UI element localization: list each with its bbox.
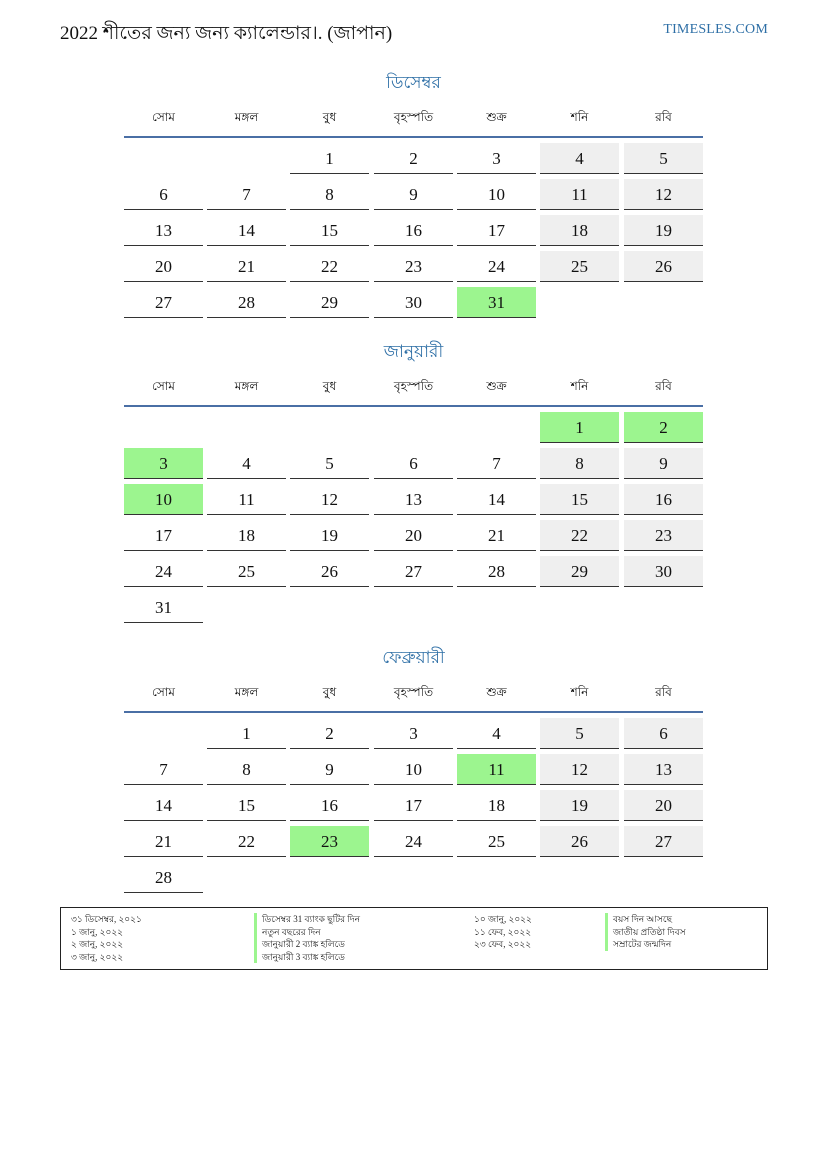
legend-entry: জাতীয় প্রতিষ্ঠা দিবস: [605, 926, 686, 939]
day-cell: 24: [374, 826, 453, 857]
day-cell: 22: [207, 826, 286, 857]
day-cell: 27: [624, 826, 703, 857]
day-cell: 12: [624, 179, 703, 210]
weekday-label: মঙ্গল: [234, 685, 259, 699]
day-cell: 5: [290, 448, 369, 479]
day-cell: 16: [290, 790, 369, 821]
holiday-day-cell: 2: [624, 412, 703, 443]
holiday-day-cell: 11: [457, 754, 536, 785]
day-cell: 1: [290, 143, 369, 174]
weekday-label: শুক্র: [486, 379, 507, 393]
legend-entry: ৩ জানু, ২০২২: [71, 951, 124, 962]
site-link[interactable]: TIMESLES.COM: [663, 22, 768, 37]
day-cell: 19: [540, 790, 619, 821]
day-cell: 20: [124, 251, 203, 282]
weekday-label: মঙ্গল: [234, 379, 259, 393]
day-cell: 10: [457, 179, 536, 210]
day-cell: 25: [540, 251, 619, 282]
month-title: জানুয়ারী: [383, 342, 444, 361]
weekday-header: [124, 378, 703, 398]
weekday-label: বুধ: [322, 110, 337, 124]
day-cell: 8: [207, 754, 286, 785]
day-cell: 26: [290, 556, 369, 587]
legend-entry: ২ জানু, ২০২২: [71, 939, 124, 949]
day-cell: 12: [290, 484, 369, 515]
weekday-header: [124, 684, 703, 704]
legend-entry: জানুয়ারী 2 ব্যাঙ্ক হলিডে: [254, 938, 360, 951]
day-cell: 18: [540, 215, 619, 246]
month-title: ডিসেম্বর: [386, 73, 441, 92]
day-cell: 20: [374, 520, 453, 551]
legend-dates-left: [71, 913, 142, 963]
day-cell: 3: [457, 143, 536, 174]
weekday-label: বুধ: [322, 379, 337, 393]
header-rule: [124, 405, 703, 407]
day-cell: 10: [374, 754, 453, 785]
weekday-label: বুধ: [322, 685, 337, 699]
day-cell: 4: [540, 143, 619, 174]
day-cell: 1: [207, 718, 286, 749]
weekday-label: বৃহস্পতি: [393, 685, 434, 699]
day-cell: 9: [374, 179, 453, 210]
day-cell: 30: [374, 287, 453, 318]
day-cell: 26: [624, 251, 703, 282]
day-cell: 16: [624, 484, 703, 515]
day-cell: 16: [374, 215, 453, 246]
day-cell: 5: [624, 143, 703, 174]
legend-entry: ১১ ফেব, ২০২২: [474, 926, 532, 937]
day-cell: 12: [540, 754, 619, 785]
day-cell: 24: [457, 251, 536, 282]
weekday-label: শনি: [570, 379, 589, 393]
day-cell: 29: [540, 556, 619, 587]
day-cell: 26: [540, 826, 619, 857]
day-cell: 4: [457, 718, 536, 749]
weekday-label: সোম: [152, 379, 175, 393]
weekday-label: শনি: [570, 110, 589, 124]
day-cell: 28: [124, 862, 203, 893]
header-rule: [124, 711, 703, 713]
day-cell: 15: [207, 790, 286, 821]
day-cell: 7: [124, 754, 203, 785]
day-cell: 27: [374, 556, 453, 587]
weekday-label: বৃহস্পতি: [393, 110, 434, 124]
day-cell: 21: [124, 826, 203, 857]
legend-names-right: [605, 913, 686, 951]
day-cell: 4: [207, 448, 286, 479]
weekday-label: শুক্র: [486, 110, 507, 124]
legend-names-left: [254, 913, 360, 963]
legend-entry: সম্রাটের জন্মদিন: [605, 938, 686, 951]
day-cell: 11: [207, 484, 286, 515]
day-cell: 21: [207, 251, 286, 282]
legend-entry: ১০ জানু, ২০২২: [474, 914, 532, 924]
day-cell: 9: [624, 448, 703, 479]
holiday-legend: [60, 907, 768, 970]
legend-entry: ৩১ ডিসেম্বর, ২০২১: [71, 914, 142, 924]
day-cell: 17: [457, 215, 536, 246]
day-cell: 17: [124, 520, 203, 551]
day-cell: 20: [624, 790, 703, 821]
day-cell: 9: [290, 754, 369, 785]
day-cell: 19: [624, 215, 703, 246]
day-cell: 13: [124, 215, 203, 246]
day-cell: 25: [457, 826, 536, 857]
day-cell: 5: [540, 718, 619, 749]
legend-dates-right: [474, 913, 532, 951]
day-cell: 6: [624, 718, 703, 749]
weekday-label: বৃহস্পতি: [393, 379, 434, 393]
day-cell: 8: [290, 179, 369, 210]
legend-entry: ১ জানু, ২০২২: [71, 926, 124, 937]
day-cell: 23: [374, 251, 453, 282]
holiday-day-cell: 3: [124, 448, 203, 479]
day-cell: 15: [540, 484, 619, 515]
page-title: 2022 শীতের জন্য জন্য ক্যালেন্ডার।. (জাপান): [60, 23, 393, 44]
day-cell: 13: [374, 484, 453, 515]
day-cell: 13: [624, 754, 703, 785]
day-cell: 8: [540, 448, 619, 479]
holiday-day-cell: 31: [457, 287, 536, 318]
day-cell: 28: [207, 287, 286, 318]
day-cell: 21: [457, 520, 536, 551]
weekday-label: রবি: [655, 110, 672, 124]
day-cell: 22: [540, 520, 619, 551]
holiday-day-cell: 10: [124, 484, 203, 515]
day-cell: 27: [124, 287, 203, 318]
day-cell: 18: [457, 790, 536, 821]
day-cell: 14: [124, 790, 203, 821]
weekday-label: শনি: [570, 685, 589, 699]
legend-entry: ডিসেম্বর 31 ব্যাংক ছুটির দিন: [254, 913, 360, 926]
day-cell: 28: [457, 556, 536, 587]
day-cell: 7: [207, 179, 286, 210]
weekday-label: সোম: [152, 110, 175, 124]
day-cell: 7: [457, 448, 536, 479]
legend-entry: নতুন বছরের দিন: [254, 926, 360, 939]
month-title: ফেব্রুয়ারী: [382, 648, 445, 667]
legend-entry: ২৩ ফেব, ২০২২: [474, 939, 532, 949]
legend-entry: বয়স দিন আসছে: [605, 913, 686, 926]
weekday-label: রবি: [655, 685, 672, 699]
weekday-label: শুক্র: [486, 685, 507, 699]
weekday-header: [124, 109, 703, 129]
day-cell: 3: [374, 718, 453, 749]
day-cell: 15: [290, 215, 369, 246]
day-cell: 17: [374, 790, 453, 821]
day-cell: 19: [290, 520, 369, 551]
weekday-label: সোম: [152, 685, 175, 699]
day-cell: 24: [124, 556, 203, 587]
day-cell: 22: [290, 251, 369, 282]
day-cell: 6: [124, 179, 203, 210]
weekday-label: রবি: [655, 379, 672, 393]
day-cell: 29: [290, 287, 369, 318]
weekday-label: মঙ্গল: [234, 110, 259, 124]
day-cell: 25: [207, 556, 286, 587]
header-rule: [124, 136, 703, 138]
day-cell: 2: [374, 143, 453, 174]
day-cell: 31: [124, 592, 203, 623]
day-cell: 18: [207, 520, 286, 551]
day-cell: 11: [540, 179, 619, 210]
holiday-day-cell: 23: [290, 826, 369, 857]
day-cell: 30: [624, 556, 703, 587]
day-cell: 2: [290, 718, 369, 749]
day-cell: 14: [207, 215, 286, 246]
holiday-day-cell: 1: [540, 412, 619, 443]
legend-entry: জানুয়ারী 3 ব্যাঙ্ক হলিডে: [254, 951, 360, 964]
day-cell: 14: [457, 484, 536, 515]
day-cell: 6: [374, 448, 453, 479]
day-cell: 23: [624, 520, 703, 551]
